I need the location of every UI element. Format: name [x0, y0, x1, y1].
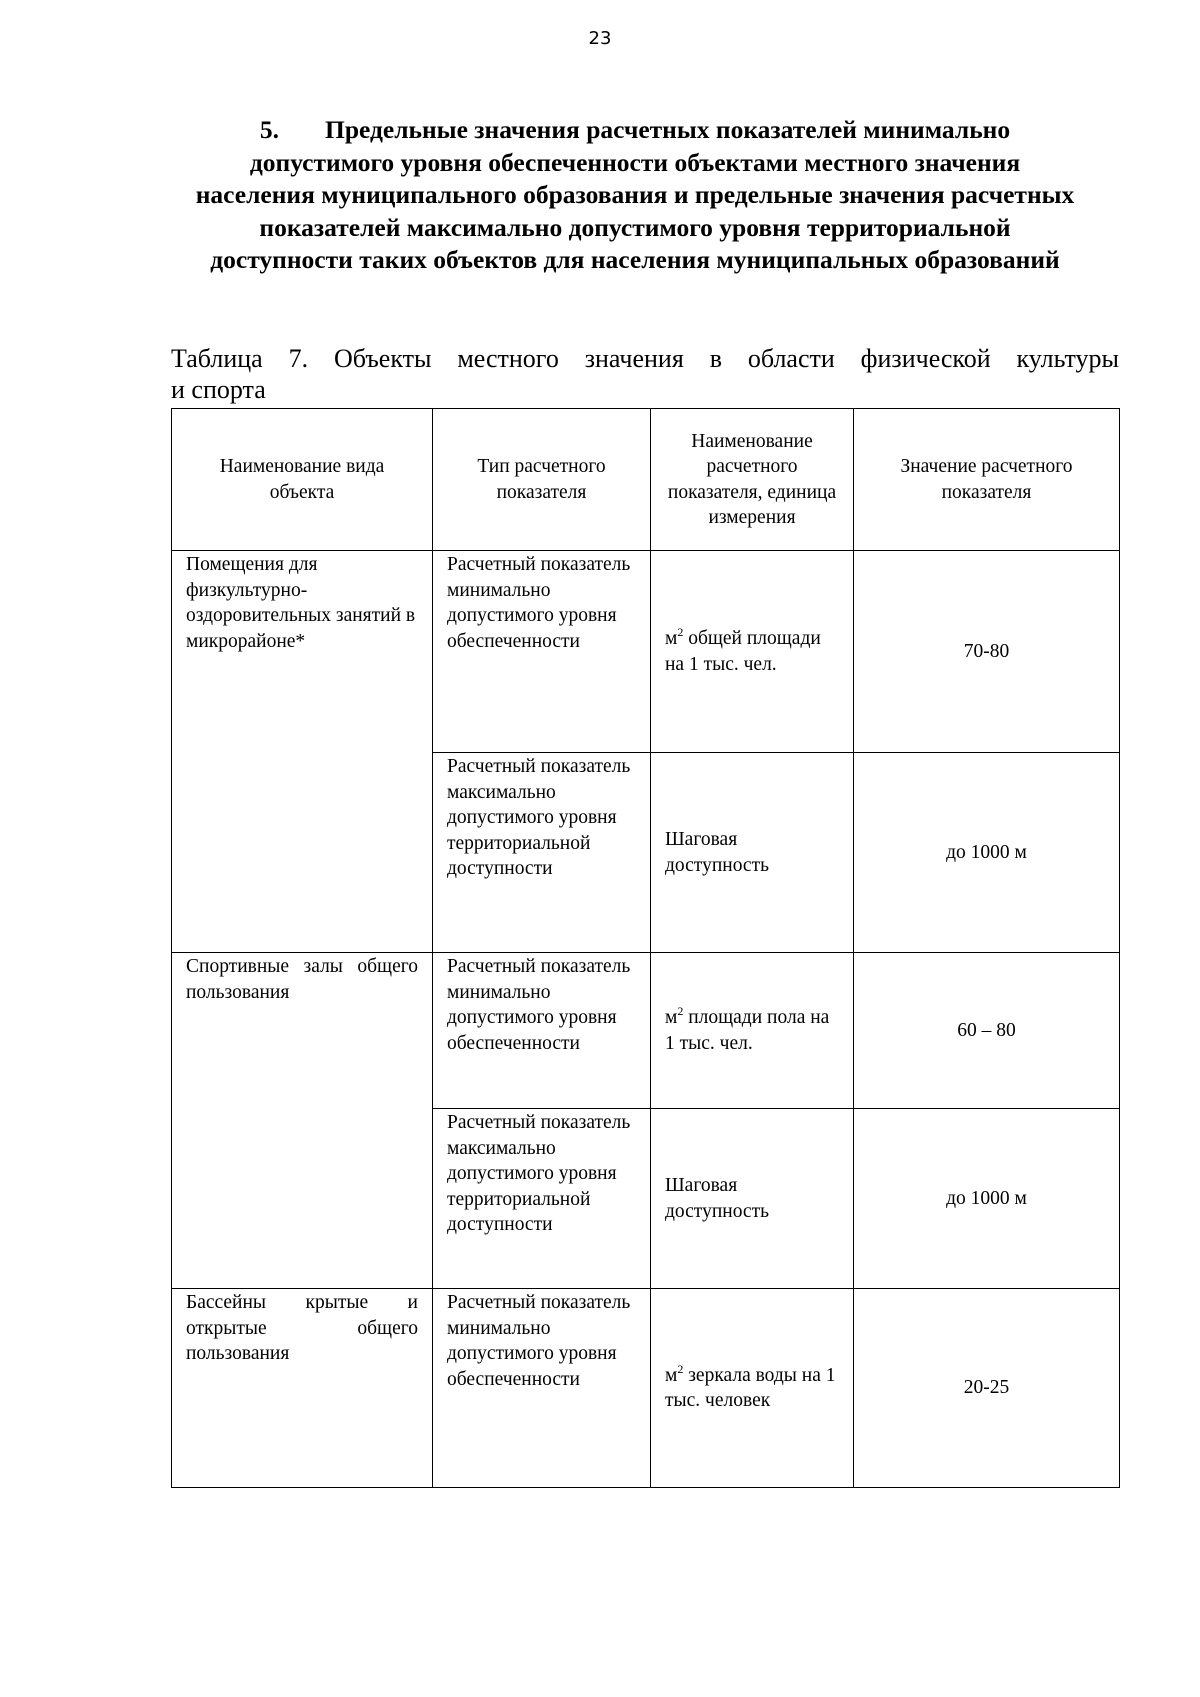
header-object-type: Наименование вида объекта [172, 409, 433, 551]
indicator-value-cell: до 1000 м [854, 753, 1120, 953]
table-caption-line-1: Таблица 7. Объекты местного значения в области физической культуры [171, 344, 1119, 373]
table-row [172, 551, 1120, 753]
object-name: Спортивные залы общего пользования [186, 956, 418, 1003]
indicator-type-cell: Расчетный показатель максимально допустимого уровня территориальной доступности [433, 1109, 651, 1289]
indicator-unit-cell: Шаговая доступность [651, 1109, 854, 1289]
sports-facilities-table [171, 408, 1120, 1488]
indicator-unit-cell: $м^2$ площади пола на 1 тыс. чел. [651, 953, 854, 1109]
table-header-row [172, 409, 1120, 551]
table-row [172, 1289, 1120, 1488]
section-heading [195, 114, 1075, 277]
object-cell [172, 551, 433, 953]
indicator-type-cell: Расчетный показатель минимально допустимого уровня обеспеченности [433, 1289, 651, 1488]
table-caption-line-2: и спорта [171, 375, 266, 404]
table-row [172, 953, 1120, 1109]
object-cell [172, 1289, 433, 1488]
indicator-unit-cell: $м^2$ зеркала воды на 1 тыс. человек [651, 1289, 854, 1488]
indicator-unit-cell: $м^2$ общей площади на 1 тыс. чел. [651, 551, 854, 753]
indicator-type-cell: Расчетный показатель минимально допустимого уровня обеспеченности [433, 953, 651, 1109]
header-indicator-name-unit: Наименование расчетного показателя, единица измерения [651, 409, 854, 551]
indicator-unit-cell: Шаговая доступность [651, 753, 854, 953]
section-title: Предельные значения расчетных показателей минимально допустимого уровня обеспеченности объектами местного значения населения муниципального образования и предельные значения расчетных показателей максимально допустимого уровня территориальной доступности таких объектов для населения муниципальных образований [195, 115, 1075, 274]
indicator-type-cell: Расчетный показатель максимально допустимого уровня территориальной доступности [433, 753, 651, 953]
indicator-value-cell: 20-25 [854, 1289, 1120, 1488]
header-indicator-value: Значение расчетного показателя [854, 409, 1120, 551]
page-number: 23 [588, 28, 612, 49]
section-number: 5. [259, 115, 279, 144]
object-cell [172, 953, 433, 1289]
indicator-value-cell: 60 – 80 [854, 953, 1120, 1109]
indicator-value-cell: до 1000 м [854, 1109, 1120, 1289]
indicator-value-cell: 70-80 [854, 551, 1120, 753]
table-caption [171, 343, 1119, 405]
indicator-type-cell: Расчетный показатель минимально допустимого уровня обеспеченности [433, 551, 651, 753]
object-name: Бассейны крытые и открытые общего пользования [186, 1292, 418, 1364]
header-indicator-type: Тип расчетного показателя [433, 409, 651, 551]
object-name: Помещения для физкультурно-оздоровительных занятий в микрорайоне* [186, 554, 416, 652]
